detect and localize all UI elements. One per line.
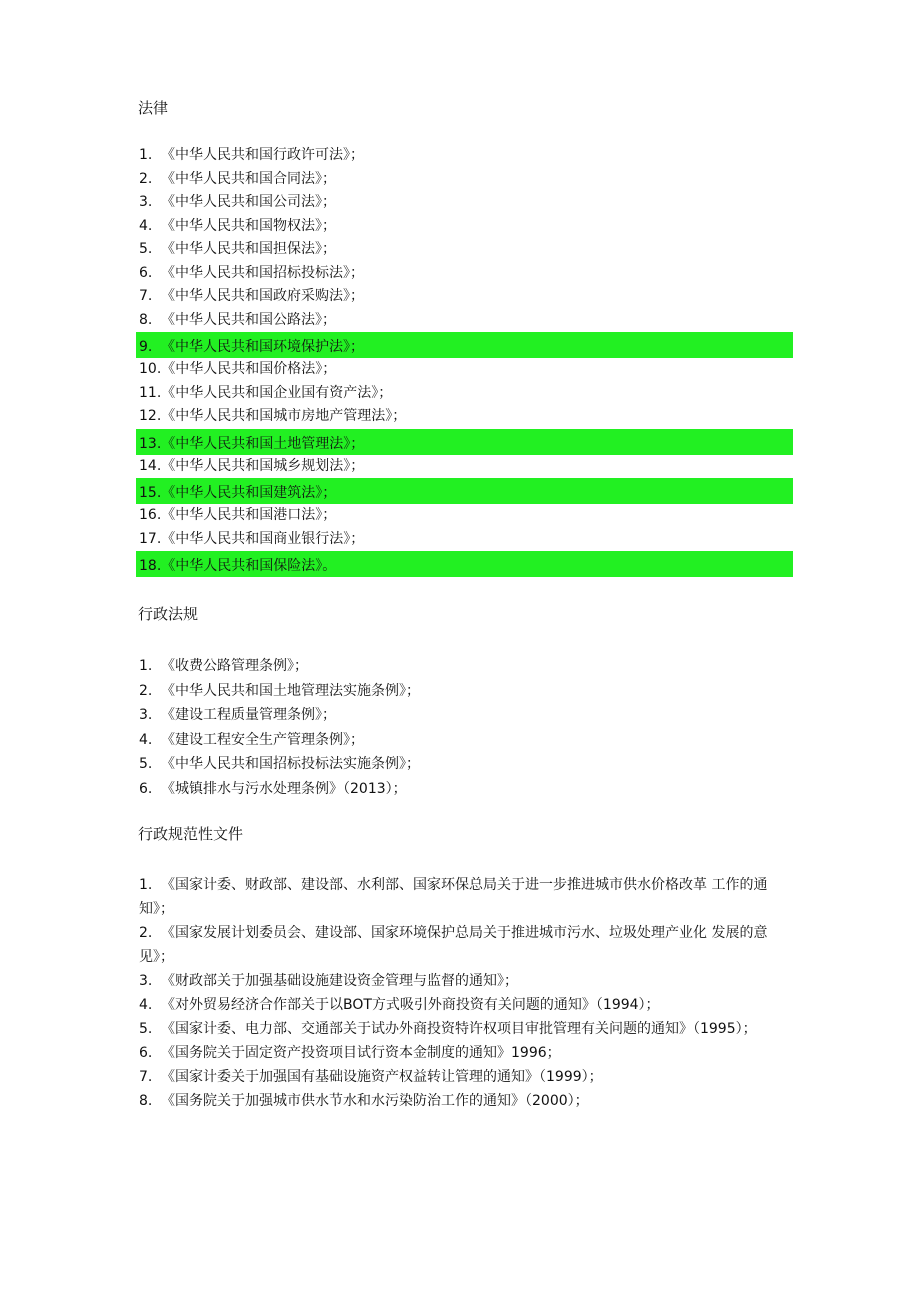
list-item: 10.《中华人民共和国价格法》； bbox=[139, 361, 337, 377]
list-item: 1. 《收费公路管理条例》； bbox=[139, 658, 308, 674]
list-item-highlighted: 15.《中华人民共和国建筑法》； bbox=[136, 478, 793, 504]
list-item: 2. 《国家发展计划委员会、建设部、国家环境保护总局关于推进城市污水、垃圾处理产业化 发展的意见》； bbox=[139, 925, 768, 965]
list-item: 5. 《中华人民共和国担保法》； bbox=[139, 241, 336, 257]
list-item: 7. 《中华人民共和国政府采购法》； bbox=[139, 288, 364, 304]
laws-section-title: 法律 bbox=[138, 99, 169, 117]
list-item: 4. 《建设工程安全生产管理条例》； bbox=[139, 731, 364, 748]
list-item-highlighted: 9. 《中华人民共和国环境保护法》； bbox=[136, 332, 793, 358]
normative-docs-section-title: 行政规范性文件 bbox=[138, 825, 244, 843]
list-item: 1. 《中华人民共和国行政许可法》； bbox=[139, 147, 364, 163]
laws-list bbox=[136, 144, 793, 577]
list-item: 5. 《中华人民共和国招标投标法实施条例》； bbox=[139, 756, 420, 772]
list-item: 4. 《对外贸易经济合作部关于以BOT方式吸引外商投资有关问题的通知》（1994）； bbox=[139, 997, 660, 1013]
list-item: 4. 《中华人民共和国物权法》； bbox=[139, 217, 336, 234]
list-item: 14.《中华人民共和国城乡规划法》； bbox=[139, 457, 365, 474]
list-item: 8. 《国务院关于加强城市供水节水和水污染防治工作的通知》（2000）； bbox=[139, 1093, 589, 1109]
list-item: 5. 《国家计委、电力部、交通部关于试办外商投资特许权项目审批管理有关问题的通知》（1995）； bbox=[139, 1021, 757, 1037]
list-item: 6. 《城镇排水与污水处理条例》（2013）； bbox=[139, 780, 407, 797]
list-item: 6. 《中华人民共和国招标投标法》； bbox=[139, 264, 364, 281]
regulations-list bbox=[136, 654, 793, 801]
list-item: 3. 《中华人民共和国公司法》； bbox=[139, 194, 336, 210]
list-item-highlighted: 18.《中华人民共和国保险法》。 bbox=[136, 551, 793, 577]
list-item: 17.《中华人民共和国商业银行法》； bbox=[139, 530, 365, 547]
list-item: 1. 《国家计委、财政部、建设部、水利部、国家环保总局关于进一步推进城市供水价格改革 工作的通知》； bbox=[139, 877, 768, 917]
list-item-highlighted: 13.《中华人民共和国土地管理法》； bbox=[136, 429, 793, 455]
list-item: 12.《中华人民共和国城市房地产管理法》； bbox=[139, 408, 407, 424]
list-item: 7. 《国家计委关于加强国有基础设施资产权益转让管理的通知》（1999）； bbox=[139, 1069, 603, 1085]
list-item: 8. 《中华人民共和国公路法》； bbox=[139, 311, 336, 328]
list-item: 3. 《建设工程质量管理条例》； bbox=[139, 707, 336, 723]
regulations-section-title: 行政法规 bbox=[138, 605, 199, 623]
list-item: 2. 《中华人民共和国土地管理法实施条例》； bbox=[139, 682, 420, 699]
list-item: 6. 《国务院关于固定资产投资项目试行资本金制度的通知》1996； bbox=[139, 1045, 561, 1061]
list-item: 2. 《中华人民共和国合同法》； bbox=[139, 170, 336, 187]
list-item: 11.《中华人民共和国企业国有资产法》； bbox=[139, 384, 393, 401]
list-item: 3. 《财政部关于加强基础设施建设资金管理与监督的通知》； bbox=[139, 973, 518, 989]
list-item: 16.《中华人民共和国港口法》； bbox=[139, 507, 337, 523]
normative-docs-list bbox=[136, 873, 786, 1113]
